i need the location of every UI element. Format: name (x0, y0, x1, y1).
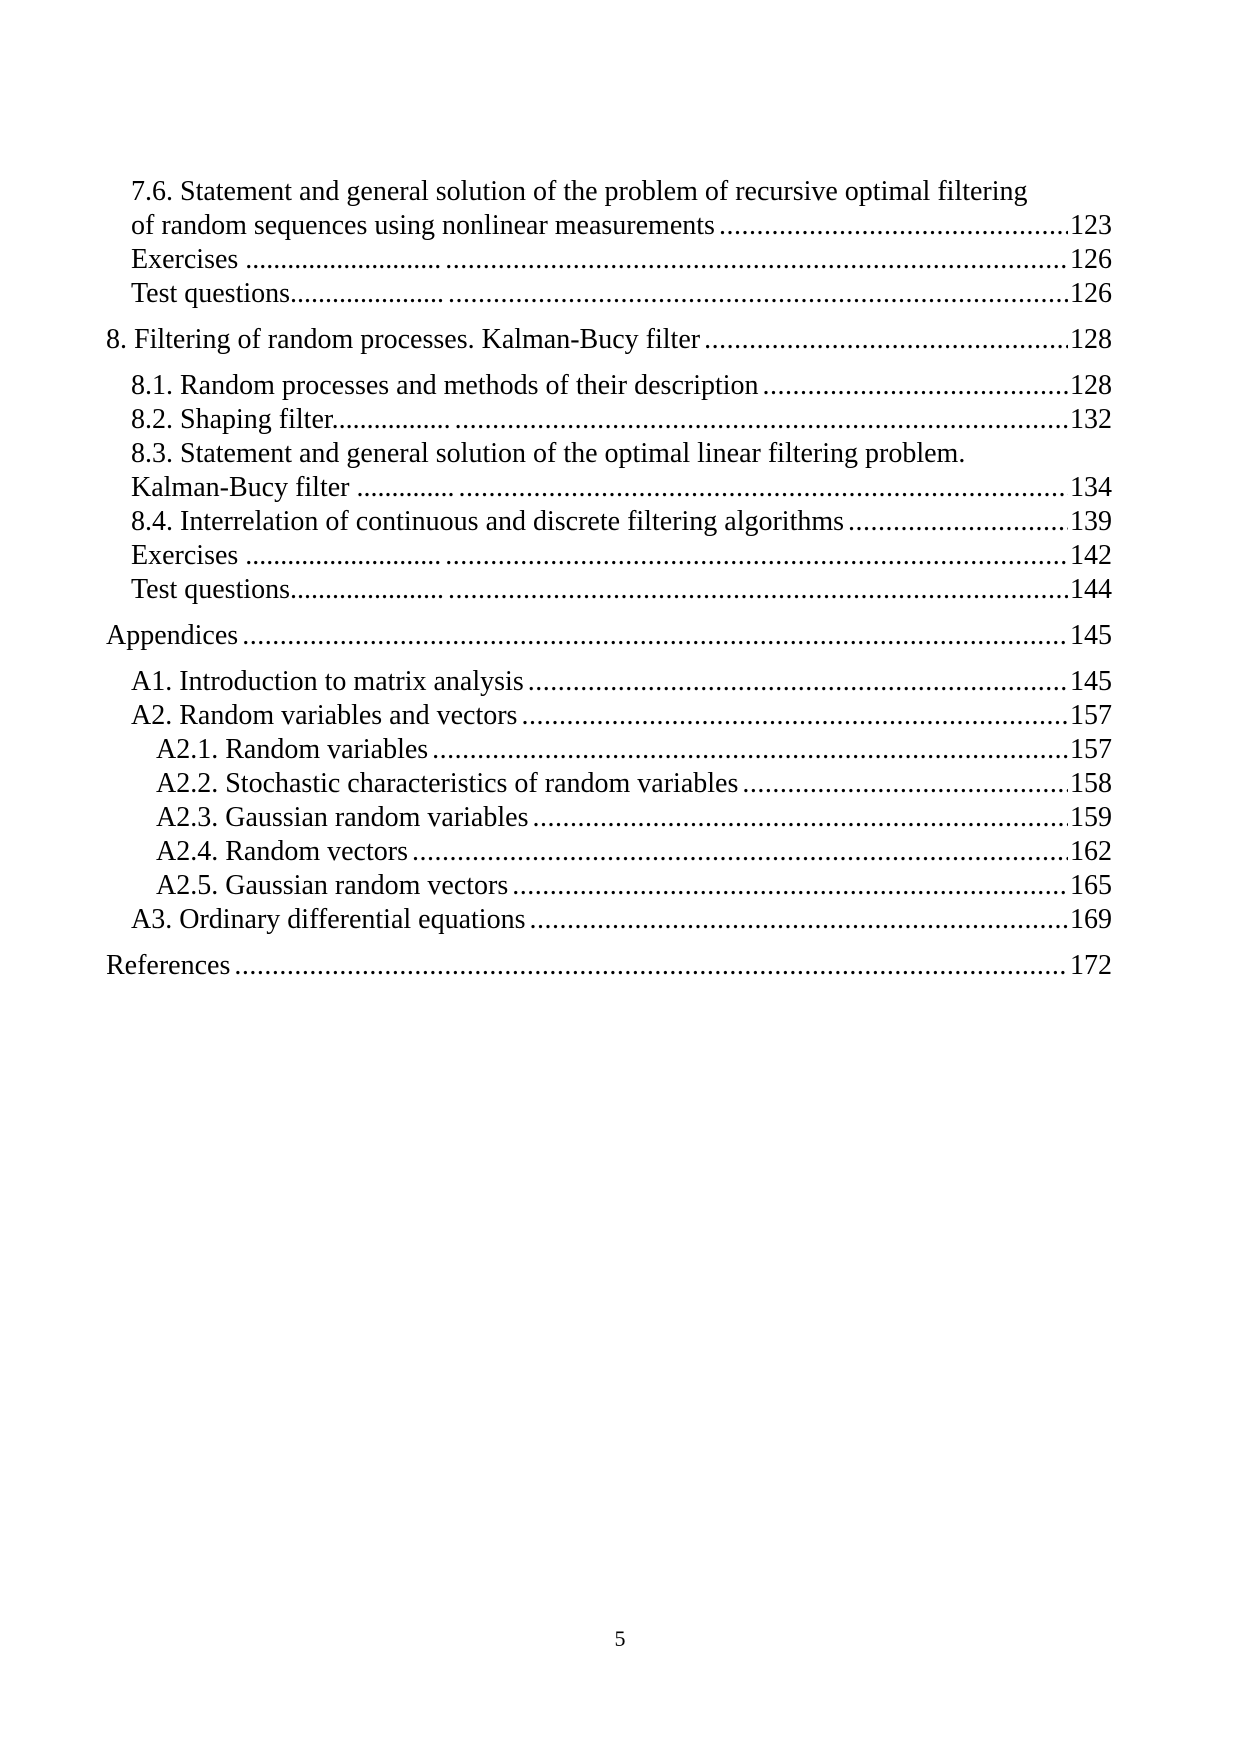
dot-leader (848, 505, 1068, 539)
dot-leader (521, 699, 1068, 733)
toc-page-number: 128 (1070, 370, 1112, 401)
toc-page-number: 134 (1070, 472, 1112, 503)
toc-entry-title: A1. Introduction to matrix analysis (131, 666, 524, 697)
toc-entry-title: Exercises ............................ (131, 540, 442, 571)
toc-page-number: 165 (1070, 870, 1112, 901)
toc-entry-a2-2 (106, 767, 1112, 801)
toc-entry-title: A2.2. Stochastic characteristics of random variables (156, 768, 739, 799)
dot-leader (448, 277, 1068, 311)
toc-entry-title: References (106, 950, 231, 981)
toc-entry-8-3 (106, 437, 1112, 471)
toc-entry-a1 (106, 665, 1112, 699)
toc-page-number: 169 (1070, 904, 1112, 935)
toc-page-number: 157 (1070, 700, 1112, 731)
table-of-contents (106, 175, 1112, 983)
toc-entry-title: 8. Filtering of random processes. Kalman-Bucy filter (106, 324, 701, 355)
toc-entry-a2-1 (106, 733, 1112, 767)
toc-page-number: 126 (1070, 278, 1112, 309)
toc-entry-title: Test questions...................... (131, 574, 445, 605)
dot-leader (455, 403, 1068, 437)
toc-page-number: 128 (1070, 324, 1112, 355)
toc-entry-8-2 (106, 403, 1112, 437)
toc-page-number: 123 (1070, 210, 1112, 241)
toc-page-number: 142 (1070, 540, 1112, 571)
toc-entry-7-6-cont (106, 209, 1112, 243)
dot-leader (458, 471, 1068, 505)
toc-page-number: 139 (1070, 506, 1112, 537)
toc-entry-a2 (106, 699, 1112, 733)
dot-leader (529, 903, 1068, 937)
toc-page-number: 126 (1070, 244, 1112, 275)
toc-entry-a3 (106, 903, 1112, 937)
dot-leader (512, 869, 1068, 903)
toc-entry-title: Exercises ............................ (131, 244, 442, 275)
toc-page-number: 162 (1070, 836, 1112, 867)
dot-leader (532, 801, 1068, 835)
toc-entry-test-questions-8 (106, 573, 1112, 607)
dot-leader (412, 835, 1068, 869)
dot-leader (528, 665, 1068, 699)
toc-page-number: 144 (1070, 574, 1112, 605)
toc-entry-title: 8.2. Shaping filter................. (131, 404, 451, 435)
toc-entry-title: 8.4. Interrelation of continuous and discrete filtering algorithms (131, 506, 845, 537)
toc-entry-title: A2. Random variables and vectors (131, 700, 518, 731)
dot-leader (763, 369, 1068, 403)
toc-entry-test-questions-7 (106, 277, 1112, 311)
toc-entry-title: 7.6. Statement and general solution of the problem of recursive optimal filtering (131, 176, 1028, 207)
toc-entry-exercises-7 (106, 243, 1112, 277)
dot-leader (242, 619, 1068, 653)
toc-page-number: 132 (1070, 404, 1112, 435)
toc-page-number: 172 (1070, 950, 1112, 981)
dot-leader (448, 573, 1068, 607)
dot-leader (719, 209, 1068, 243)
dot-leader (432, 733, 1068, 767)
toc-entry-a2-3 (106, 801, 1112, 835)
dot-leader (445, 243, 1068, 277)
toc-entry-title: Test questions...................... (131, 278, 445, 309)
dot-leader (445, 539, 1068, 573)
toc-entry-title: Appendices (106, 620, 239, 651)
toc-entry-title: of random sequences using nonlinear measurements (131, 210, 715, 241)
toc-page-number: 157 (1070, 734, 1112, 765)
toc-entry-exercises-8 (106, 539, 1112, 573)
toc-entry-8-4 (106, 505, 1112, 539)
toc-entry-title: A2.1. Random variables (156, 734, 429, 765)
dot-leader (704, 323, 1068, 357)
toc-entry-title: A2.3. Gaussian random variables (156, 802, 529, 833)
toc-entry-title: A2.4. Random vectors (156, 836, 408, 867)
toc-entry-8-1 (106, 369, 1112, 403)
toc-entry-title: 8.3. Statement and general solution of the optimal linear filtering problem. (131, 438, 966, 469)
toc-entry-7-6 (106, 175, 1112, 209)
toc-entry-title: 8.1. Random processes and methods of their description (131, 370, 759, 401)
toc-entry-a2-5 (106, 869, 1112, 903)
toc-page-number: 158 (1070, 768, 1112, 799)
toc-page-number: 159 (1070, 802, 1112, 833)
toc-entry-title: A2.5. Gaussian random vectors (156, 870, 509, 901)
toc-entry-title: A3. Ordinary differential equations (131, 904, 526, 935)
toc-entry-a2-4 (106, 835, 1112, 869)
toc-entry-8-3-cont (106, 471, 1112, 505)
dot-leader (234, 949, 1068, 983)
dot-leader (742, 767, 1068, 801)
toc-chapter-8 (106, 323, 1112, 357)
toc-page-number: 145 (1070, 666, 1112, 697)
toc-appendices (106, 619, 1112, 653)
toc-page-number: 145 (1070, 620, 1112, 651)
page-number: 5 (614, 1626, 626, 1651)
toc-references (106, 949, 1112, 983)
toc-entry-title: Kalman-Bucy filter .............. (131, 472, 455, 503)
